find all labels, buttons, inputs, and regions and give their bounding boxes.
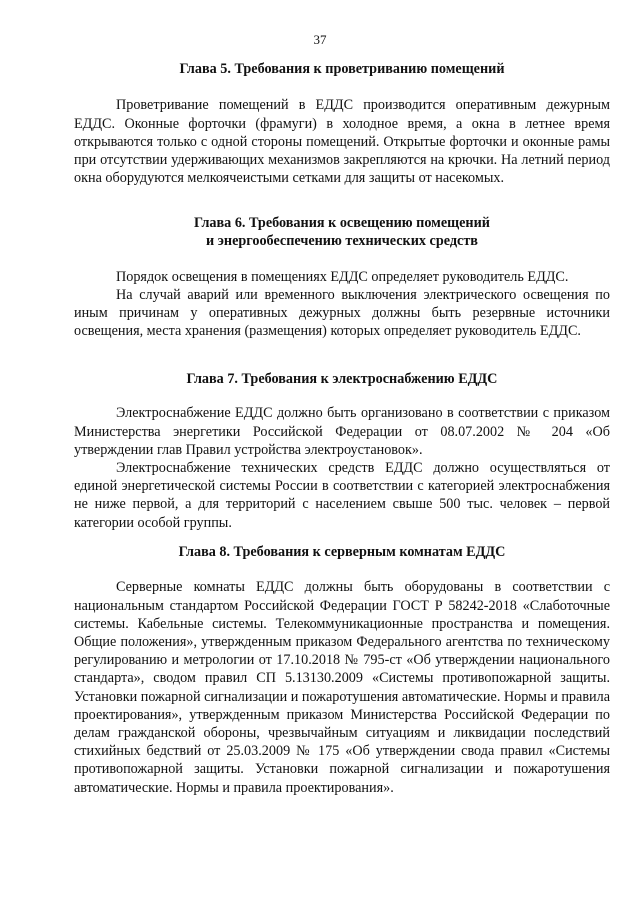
- chapter-5-title: Глава 5. Требования к проветриванию помещений: [179, 61, 505, 77]
- chapter-6: [74, 214, 610, 341]
- chapter-6-title-line-2: и энергообеспечению технических средств: [206, 233, 478, 250]
- page-number: 37: [313, 32, 327, 47]
- chapter-5-paragraph-1: Проветривание помещений в ЕДДС производится оперативным дежурным ЕДДС. Оконные форточки (фрамуги) в холодное время, а окна в летнее время открываются только с одной стороны помещений. Открытые форточки и оконные рамы при отсутствии удерживающих механизмов закрепляются на крючки. На летний период окна оборудуются мелкоячеистыми сетками для защиты от насекомых.: [74, 97, 610, 187]
- chapter-7-paragraph-2: Электроснабжение технических средств ЕДДС должно осуществляться от единой энергетической системы России в соответствии с категорией электроснабжения не ниже первой, а для территорий с населением свыше 500 тыс. человек – первой категории особой группы.: [74, 460, 610, 531]
- chapter-6-paragraph-2: На случай аварий или временного выключения электрического освещения по иным причинам у оперативных дежурных должны быть резервные источники освещения, места хранения (размещения) которых определяет руководитель ЕДДС.: [74, 287, 610, 340]
- chapter-8-paragraph-1: Серверные комнаты ЕДДС должны быть оборудованы в соответствии с национальным стандартом Российской Федерации ГОСТ Р 58242-2018 «Слаботочные системы. Кабельные системы. Телекоммуникационные пространства и помещения. Общие положения», утвержденным приказом Федерального агентства по техническому регулированию и метрологии от 17.10.2018 № 795-ст «Об утверждении национального стандарта», сводом правил СП 5.13130.2009 «Системы противопожарной защиты. Установки пожарной сигнализации и пожаротушения автоматические. Нормы и правила проектирования», утвержденным приказом Министерства Российской Федерации по делам гражданской обороны, чрезвычайным ситуациям и ликвидации последствий стихийных бедствий от 25.03.2009 № 175 «Об утверждении свода правил «Системы противопожарной защиты. Установки пожарной сигнализации и пожаротушения автоматические. Нормы и правила проектирования».: [74, 579, 610, 796]
- chapter-6-title-line-1: Глава 6. Требования к освещению помещений: [194, 215, 490, 231]
- chapter-7-title: Глава 7. Требования к электроснабжению ЕДДС: [186, 371, 498, 387]
- chapter-7-paragraph-1: Электроснабжение ЕДДС должно быть организовано в соответствии с приказом Министерства энергетики Российской Федерации от 08.07.2002 № 204 «Об утверждении глав Правил устройства электроустановок».: [74, 405, 610, 458]
- chapter-5: [74, 60, 610, 187]
- chapter-7: [74, 370, 610, 532]
- chapter-8: [74, 543, 610, 797]
- chapter-8-title: Глава 8. Требования к серверным комнатам ЕДДС: [178, 544, 506, 560]
- chapter-6-paragraph-1: Порядок освещения в помещениях ЕДДС определяет руководитель ЕДДС.: [116, 268, 569, 285]
